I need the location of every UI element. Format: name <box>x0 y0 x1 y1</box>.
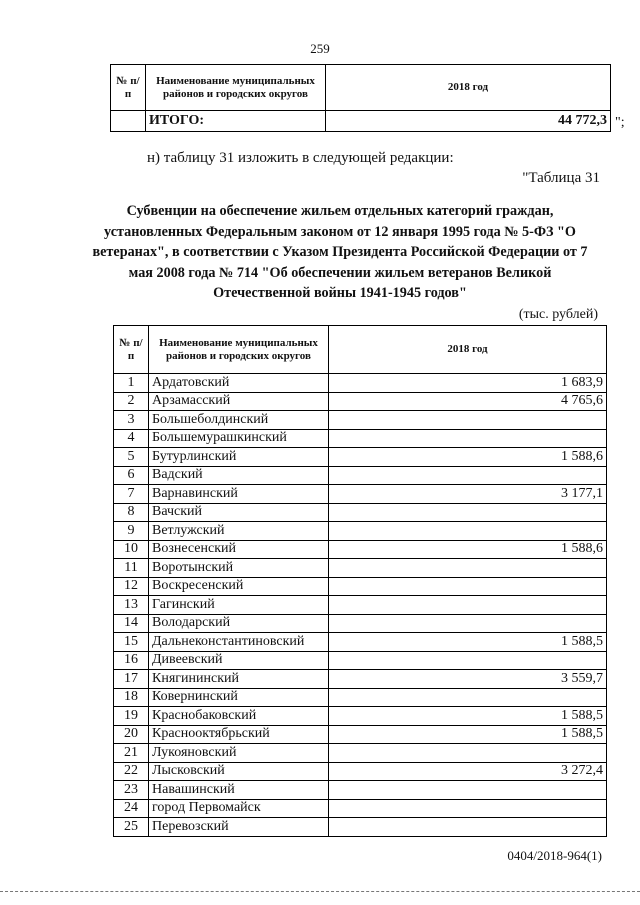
row-value: 1 588,5 <box>329 633 607 652</box>
total-row <box>111 111 611 132</box>
row-name: Навашинский <box>149 781 329 800</box>
row-value: 1 683,9 <box>329 374 607 393</box>
quote-end: "; <box>615 115 625 130</box>
row-num: 1 <box>114 374 149 393</box>
header-num: № п/п <box>114 326 149 374</box>
row-name: Дальнеконстантиновский <box>149 633 329 652</box>
row-num: 7 <box>114 485 149 504</box>
header-name: Наименование муниципальных районов и городских округов <box>149 326 329 374</box>
table-row <box>114 688 607 707</box>
row-name: Краснобаковский <box>149 707 329 726</box>
table-row <box>114 485 607 504</box>
total-num-cell <box>111 111 146 132</box>
footer-divider <box>0 891 640 892</box>
row-num: 22 <box>114 762 149 781</box>
table-row <box>114 522 607 541</box>
row-num: 17 <box>114 670 149 689</box>
row-num: 5 <box>114 448 149 467</box>
table-row <box>114 429 607 448</box>
table-row <box>114 411 607 430</box>
row-value <box>329 429 607 448</box>
subvention-table <box>113 325 607 837</box>
row-name: Воротынский <box>149 559 329 578</box>
row-name: Лысковский <box>149 762 329 781</box>
row-value <box>329 818 607 837</box>
row-num: 15 <box>114 633 149 652</box>
row-value <box>329 688 607 707</box>
row-value <box>329 781 607 800</box>
row-value: 3 559,7 <box>329 670 607 689</box>
header-year: 2018 год <box>329 326 607 374</box>
row-name: Ардатовский <box>149 374 329 393</box>
table-row <box>114 670 607 689</box>
table-row <box>114 651 607 670</box>
row-num: 6 <box>114 466 149 485</box>
row-value <box>329 466 607 485</box>
total-value: 44 772,3 <box>326 111 611 132</box>
table-row <box>114 707 607 726</box>
row-name: город Первомайск <box>149 799 329 818</box>
row-name: Краснооктябрьский <box>149 725 329 744</box>
row-value: 3 272,4 <box>329 762 607 781</box>
previous-table-total <box>110 64 611 132</box>
header-year: 2018 год <box>326 65 611 111</box>
page-number: 259 <box>310 41 330 56</box>
table-row <box>114 392 607 411</box>
row-num: 4 <box>114 429 149 448</box>
table-row <box>114 762 607 781</box>
row-num: 3 <box>114 411 149 430</box>
row-name: Княгининский <box>149 670 329 689</box>
row-value <box>329 596 607 615</box>
row-num: 8 <box>114 503 149 522</box>
table-row <box>114 540 607 559</box>
row-name: Вачский <box>149 503 329 522</box>
row-name: Гагинский <box>149 596 329 615</box>
table-row <box>114 744 607 763</box>
row-value <box>329 559 607 578</box>
table-row <box>114 818 607 837</box>
table-header-row <box>114 326 607 374</box>
table-row <box>114 799 607 818</box>
row-name: Дивеевский <box>149 651 329 670</box>
row-value: 1 588,6 <box>329 448 607 467</box>
row-name: Арзамасский <box>149 392 329 411</box>
row-value: 3 177,1 <box>329 485 607 504</box>
instruction-text: н) таблицу 31 изложить в следующей редакции: <box>147 150 454 166</box>
row-value <box>329 503 607 522</box>
row-name: Ветлужский <box>149 522 329 541</box>
row-num: 21 <box>114 744 149 763</box>
table-row <box>114 614 607 633</box>
table-row <box>114 559 607 578</box>
row-value <box>329 744 607 763</box>
row-num: 18 <box>114 688 149 707</box>
row-num: 14 <box>114 614 149 633</box>
table-row <box>114 781 607 800</box>
row-num: 10 <box>114 540 149 559</box>
row-value <box>329 522 607 541</box>
row-num: 24 <box>114 799 149 818</box>
table-row <box>114 374 607 393</box>
row-num: 9 <box>114 522 149 541</box>
row-name: Перевозский <box>149 818 329 837</box>
row-num: 25 <box>114 818 149 837</box>
table-row <box>114 466 607 485</box>
row-value <box>329 411 607 430</box>
row-name: Вознесенский <box>149 540 329 559</box>
row-num: 11 <box>114 559 149 578</box>
row-name: Вадский <box>149 466 329 485</box>
row-value <box>329 577 607 596</box>
row-name: Бутурлинский <box>149 448 329 467</box>
header-name: Наименование муниципальных районов и городских округов <box>146 65 326 111</box>
row-num: 2 <box>114 392 149 411</box>
row-name: Лукояновский <box>149 744 329 763</box>
table-row <box>114 725 607 744</box>
row-value: 1 588,6 <box>329 540 607 559</box>
row-num: 12 <box>114 577 149 596</box>
total-label: ИТОГО: <box>146 111 326 132</box>
unit-label: (тыс. рублей) <box>518 307 598 322</box>
row-value <box>329 799 607 818</box>
row-num: 16 <box>114 651 149 670</box>
row-name: Большемурашкинский <box>149 429 329 448</box>
row-value: 4 765,6 <box>329 392 607 411</box>
header-num: № п/п <box>111 65 146 111</box>
row-value: 1 588,5 <box>329 725 607 744</box>
table-row <box>114 503 607 522</box>
row-num: 19 <box>114 707 149 726</box>
table-header-row <box>111 65 611 111</box>
row-value <box>329 651 607 670</box>
row-name: Варнавинский <box>149 485 329 504</box>
row-num: 23 <box>114 781 149 800</box>
table-row <box>114 577 607 596</box>
row-num: 20 <box>114 725 149 744</box>
row-value <box>329 614 607 633</box>
document-code: 0404/2018-964(1) <box>507 848 602 863</box>
row-name: Володарский <box>149 614 329 633</box>
row-name: Воскресенский <box>149 577 329 596</box>
table-row <box>114 633 607 652</box>
table-row <box>114 596 607 615</box>
row-num: 13 <box>114 596 149 615</box>
row-value: 1 588,5 <box>329 707 607 726</box>
row-name: Большеболдинский <box>149 411 329 430</box>
table-title: Субвенции на обеспечение жильем отдельных категорий граждан, установленных Федеральным законом от 12 января 1995 года № 5-ФЗ "О ветеранах", в соответствии с Указом Президента Российской Федерации от 7 мая 2008 года № 714 "Об обеспечении жильем ветеранов Великой Отечественной войны 1941-1945 годов" <box>92 203 588 301</box>
row-name: Ковернинский <box>149 688 329 707</box>
table-row <box>114 448 607 467</box>
table-label: "Таблица 31 <box>522 170 600 186</box>
